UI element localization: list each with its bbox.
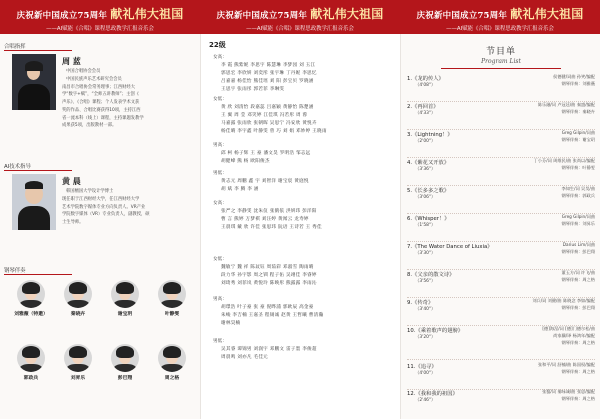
header-title-main: 献礼伟大祖国 — [110, 7, 184, 21]
member-row: 郭思宏 李欣妍 刘奕彤 张宇琳 丁丹妮 李思忆 — [221, 71, 317, 76]
program-item-duration: （3'56"） — [415, 279, 436, 284]
conductor-name: 周 蓝 — [62, 56, 81, 66]
program-item-credit: 钢琴伴奏：叶静雯 — [561, 165, 595, 170]
ai-section-title: AI技术指导 — [4, 164, 31, 170]
pianist-photo — [64, 344, 92, 372]
conductor-section-title: 合唱指挥 — [4, 44, 26, 50]
member-row: 谢林昊楠 — [221, 321, 241, 326]
program-item-title: 10.《乘着歌声的翅膀》 — [407, 328, 464, 334]
program-item — [407, 186, 595, 216]
header-subtitle: ——AI赋能《合唱》课程思政教学汇报音乐会 — [46, 26, 154, 32]
title-underline — [441, 68, 561, 69]
piano-section-title: 钢琴伴奏 — [4, 268, 26, 274]
header-title-main: 献礼伟大祖国 — [510, 7, 584, 21]
program-item — [407, 298, 595, 328]
pianist-name: 彭巴翔 — [117, 375, 133, 381]
ai-guide-bio: 韩国檀国大学设计学博士 现任职于江西财经大学，任江西财经大学 艺术学院数字媒体专业方向负责人。VR产业 学院数字媒体（VR）专业负责人，副教授，硕 士生导师。 — [62, 189, 150, 226]
program-item-credit: 钢琴伴奏：郭政兵 — [561, 193, 595, 198]
program-item-title: 1.《龙的传人》 — [407, 76, 444, 82]
program-item-credit: Darius Lim/词曲 — [562, 242, 595, 247]
program-item-title: 8.《父亲的散文诗》 — [407, 272, 455, 278]
pianist-name: 秦晓卉 — [70, 311, 86, 317]
program-item-title: 4.《紫花又开放》 — [407, 160, 450, 166]
program-title — [401, 44, 600, 69]
program-item-credit: 刘兵/词 刘健/曲 陈晓念 李如/编配 — [532, 298, 595, 303]
pianist-name: 刘雅薇（特邀） — [14, 311, 48, 317]
member-row: 杨佳晴 李宇鑫 叶静雯 曾 巧 刘 娟 邓妙婷 王晓雨 — [221, 129, 327, 134]
program-item — [407, 130, 595, 160]
program-item-duration: （2'46"） — [415, 398, 436, 403]
program-item — [407, 214, 595, 244]
ai-guide-name: 黄 晨 — [62, 176, 81, 186]
pianist-card — [108, 344, 142, 381]
program-item-credit: 钢琴伴奏：周之格 — [561, 340, 595, 345]
program-separator — [407, 359, 595, 360]
pianist-name: 谢宝玥 — [117, 311, 133, 317]
program-item-duration: （1'58"） — [415, 223, 436, 228]
program-item — [407, 362, 595, 392]
program-item-duration: （3'06"） — [415, 195, 436, 200]
pianist-card — [14, 344, 48, 381]
program-item — [407, 74, 595, 104]
program-item-credit: 钢琴伴奏：刘昇乐 — [561, 221, 595, 226]
pianist-photo — [158, 280, 186, 308]
program-title-en: Program List — [481, 58, 521, 65]
member-row: 黄 欣 刘清怡 段嘉蕊 吕嘉颖 黄静怡 陈楚涵 — [221, 105, 314, 110]
program-item-credit: 钢琴伴奏：谢宝玥 — [561, 137, 595, 142]
program-title-cn: 节目单 — [485, 47, 516, 57]
voice-group-label: 男高： — [213, 143, 227, 148]
program-item-title: 3.《Lightning！》 — [407, 132, 453, 138]
header-right — [400, 0, 600, 34]
program-item-credit: 张和平/词 舒楠/曲 陈国权/编配 — [537, 362, 595, 367]
program-item-title: 11.《追寻》 — [407, 364, 437, 370]
program-item-duration: （3'20"） — [415, 335, 436, 340]
program-item-credit: Greg Gilpin/词曲 — [561, 130, 595, 135]
right-panel — [400, 34, 600, 419]
program-item-credit: 钢琴伴奏：彭巴翔 — [561, 305, 595, 310]
program-item-credit: 陈乐融/词 卢冠廷/曲 秦盛/编配 — [537, 102, 595, 107]
program-item-credit: 钢琴伴奏：刘雅薇 — [561, 81, 595, 86]
middle-panel — [200, 34, 400, 419]
pianist-card — [61, 344, 95, 381]
program-item — [407, 242, 595, 272]
program-item — [407, 389, 595, 419]
member-row: 王 翼 周 莹 邓笑婷 江佳琪 冯若彤 周 蓉 — [221, 113, 308, 118]
program-item-duration: （3'40"） — [415, 307, 436, 312]
voice-group-label: 女低： — [213, 257, 227, 262]
program-item — [407, 270, 595, 300]
program-item-duration: （3'30"） — [415, 251, 436, 256]
conductor-bio-more: 声乐》、《合唱》课程；个人发表学术文获 奖的作品、合唱比赛获得10项，主持江西 省一流本科（线上）课程，主持课题发教学 成果获5项，出版教材一部。 — [62, 100, 144, 129]
pianist-photo — [17, 280, 45, 308]
program-item-duration: （3'36"） — [415, 167, 436, 172]
member-row: 吕嘉嘉 杨佳怡 熊佳瑶 刘 阳 彭宝贝 罗晓涵 — [221, 79, 314, 84]
program-item — [407, 158, 595, 188]
voice-group-label: 男低： — [213, 171, 227, 176]
pianist-name: 周之格 — [164, 375, 180, 381]
member-row: 魏敏宁 魏 祥 陈玟钰 周茹彩 邓淑雪 陶雨晴 — [221, 265, 314, 270]
program-item — [407, 102, 595, 132]
program-item-duration: （4'08"） — [415, 83, 436, 88]
pianist-card — [14, 280, 48, 317]
member-row: 胡璟浩 叶子豪 张 豪 倪晔浦 郭欧辰 高金豪 — [221, 305, 314, 310]
section-divider — [4, 274, 72, 275]
pianist-photo — [17, 344, 45, 372]
header-title-prefix: 庆祝新中国成立75周年 — [216, 11, 308, 21]
program-item-credit: 钢琴伴奏：周之格 — [561, 277, 595, 282]
pianist-card — [108, 280, 142, 317]
program-item-credit: 钢琴伴奏：周之格 — [561, 369, 595, 374]
voice-group-label: 女高： — [213, 201, 227, 206]
program-item-duration: （4'00"） — [415, 371, 436, 376]
voice-group-label: 女低： — [213, 97, 227, 102]
member-row: 马嘉露 张雨欣 张朝晖 吴思宁 冯安欣 黄悦卉 — [221, 121, 317, 126]
program-item-credit: 钢琴伴奏：周之格 — [561, 396, 595, 401]
pianist-name: 刘昇乐 — [70, 375, 86, 381]
header-title-prefix: 庆祝新中国成立75周年 — [416, 11, 508, 21]
program-item-credit: 钢琴伴奏：彭巴翔 — [561, 249, 595, 254]
program-item-title: 9.《传奇》 — [407, 300, 434, 306]
program-item-credit: 李知生/词 吴昊/曲 — [561, 186, 595, 191]
program-item-credit: 丁小芬/词 周维民/曲 张尚以/编配 — [533, 158, 595, 163]
pianist-card — [155, 344, 189, 381]
program-item-credit: 钢琴伴奏：秦晓卉 — [561, 109, 595, 114]
pianist-photo — [64, 280, 92, 308]
member-row: 胡健峰 熊 杨 欧阳俊杰 — [221, 159, 270, 164]
pianist-card — [155, 280, 189, 317]
member-row: 朱峻 李吉楠 王嘉圣 程锡诚 赵黄 王哲曦 曹清瀚 — [221, 313, 324, 318]
header-title-prefix: 庆祝新中国成立75周年 — [16, 11, 108, 21]
program-item-title: 5.《长多多之歌》 — [407, 188, 450, 194]
member-row: 曹 言 熊婷 万梦祺 刘汪婷 黄闻云 龙寿婷 — [221, 217, 309, 222]
program-item-title: 7.《The Water Dance of Liuxia》 — [407, 244, 493, 250]
header-title-main: 献礼伟大祖国 — [310, 7, 384, 21]
program-item-credit: 尚家骥/译 杨鸿年/编配 — [553, 333, 595, 338]
member-row: 王思宇 张雨彤 郭若菲 李琳雯 — [221, 87, 285, 92]
pianist-card — [61, 280, 95, 317]
pianist-photo — [111, 344, 139, 372]
pianist-photo — [158, 344, 186, 372]
part-title: 22级 — [209, 41, 226, 49]
header-subtitle: ——AI赋能《合唱》课程思政教学汇报音乐会 — [246, 26, 354, 32]
member-row: 邱 柯 杨子辉 王 豪 潘文昊 罗明浩 邹志远 — [221, 151, 311, 156]
member-row: 李 霞 熊紫妮 李思宇 陈慧琳 李梦园 刘 玉江 — [221, 63, 316, 68]
program-item-credit: 张藜/词 秦咏诚/曲 张思/编配 — [542, 389, 595, 394]
header-middle — [200, 0, 400, 34]
section-divider — [4, 50, 72, 51]
program-item-duration: （2'00"） — [415, 139, 436, 144]
voice-group-label: 男低： — [213, 339, 227, 344]
member-row: 段力华 孙宇影 周之钏 程子佑 吴翊佳 李睿婷 — [221, 273, 317, 278]
program-item — [407, 326, 595, 362]
conductor-bio: 中国合唱协会会员 中国民族声乐艺术研究会会员 南昌市合唱协会常务理事；江西财经大 学“数字+赋”，“全师五讲教师”；主创《 — [62, 69, 139, 98]
pianist-name: 郭政兵 — [23, 375, 39, 381]
program-item-credit: [德]海涅/词 [德]门德尔松/曲 — [542, 326, 595, 331]
program-item-duration: （4'33"） — [415, 111, 436, 116]
left-panel — [0, 34, 200, 419]
voice-group-label: 女高： — [213, 55, 227, 60]
pianist-name: 叶静雯 — [164, 311, 180, 317]
member-row: 张严之 李静雯 沈朱仪 张鹤依 洪妍玮 彭洋阳 — [221, 209, 317, 214]
header-left — [0, 0, 200, 34]
section-divider — [4, 170, 72, 171]
program-item-title: 2.《再回首》 — [407, 104, 439, 110]
program-item-credit: 董玉方/词 许飞/曲 — [561, 270, 595, 275]
voice-group-label: 男高： — [213, 297, 227, 302]
header-subtitle: ——AI赋能《合唱》课程思政教学汇报音乐会 — [446, 26, 554, 32]
ai-guide-photo — [12, 174, 56, 230]
program-item-title: 6.《Whisper！》 — [407, 216, 450, 222]
member-row: 吴其睿 谭锦男 刘润宇 邓鹏文 雷子墨 李俊超 — [221, 347, 317, 352]
pianist-photo — [111, 280, 139, 308]
program-item-title: 12.《我和我的祖国》 — [407, 391, 458, 397]
member-row: 胡 斌 李 腾 李 涵 — [221, 187, 259, 192]
member-row: 刘琦秀 刘菲岚 黄悦玲 陈映彤 熊露露 李雨沁 — [221, 281, 317, 286]
member-row: 黄志元 周鹏 鑫 宇 刘智洋 谢宝宸 黄庭悦 — [221, 179, 309, 184]
member-row: 周晨鸣 刘亦凡 毛佳元 — [221, 355, 269, 360]
program-item-credit: 侯德健/词曲 孙笑/编配 — [553, 74, 595, 79]
program-item-credit: Greg Gilpin/词曲 — [561, 214, 595, 219]
member-row: 王晨琪 戴 欣 许佳 张思玮 阮语 王诗若 王 秀佳 — [221, 225, 322, 230]
